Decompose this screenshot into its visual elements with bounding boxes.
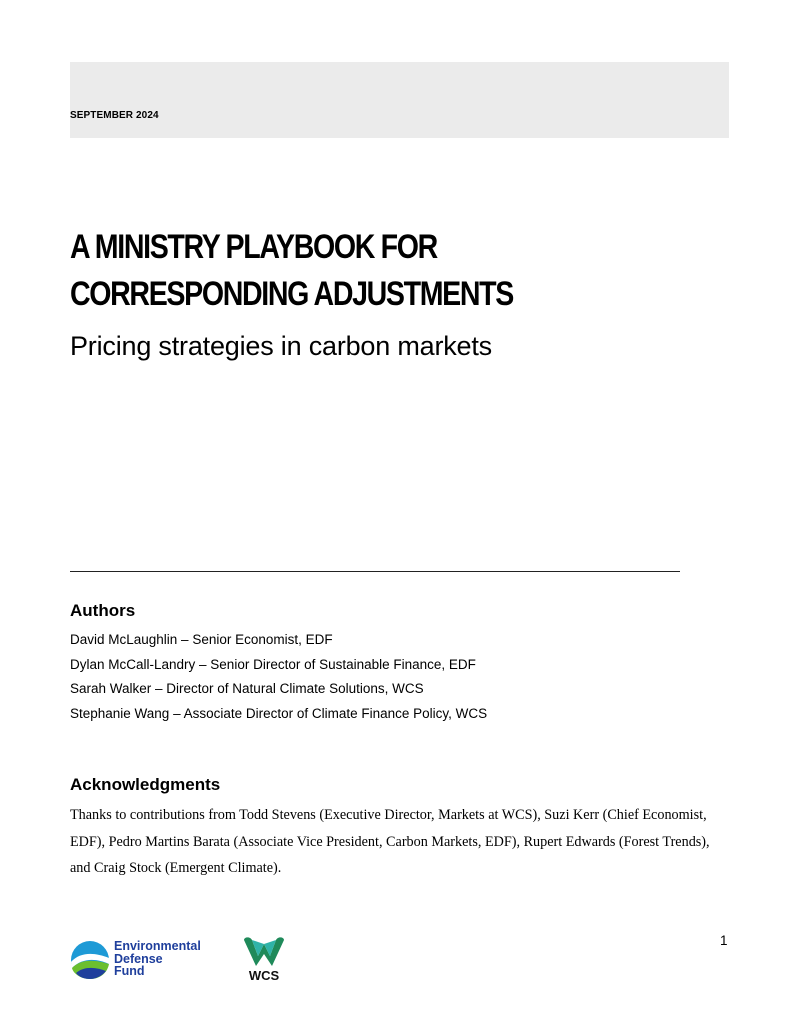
header-band xyxy=(70,62,729,138)
document-title xyxy=(70,224,624,318)
title-line-1: A MINISTRY PLAYBOOK FOR xyxy=(70,228,437,266)
edf-logo-line-3: Fund xyxy=(114,964,145,978)
edf-logo xyxy=(70,938,210,982)
acknowledgments-heading: Acknowledgments xyxy=(70,775,221,794)
document-subtitle: Pricing strategies in carbon markets xyxy=(70,331,492,361)
edf-logo-line-1: Environmental xyxy=(114,939,201,953)
author-item: David McLaughlin – Senior Economist, EDF xyxy=(70,632,333,647)
acknowledgments-body: Thanks to contributions from Todd Stevens (Executive Director, Markets at WCS), Suzi Kerr (Chief Economist, EDF), Pedro Martins Barata (Associate Vice President, Carbon Markets, EDF), Rupert Edwards (Forest Trends), and Craig Stock (Emergent Climate). xyxy=(70,807,710,876)
edf-logo-line-2: Defense xyxy=(114,951,163,966)
author-item: Stephanie Wang – Associate Director of Climate Finance Policy, WCS xyxy=(70,705,488,721)
edf-logo-icon xyxy=(70,940,110,980)
author-item: Sarah Walker – Director of Natural Climate Solutions, WCS xyxy=(70,681,424,696)
wcs-logo-text: WCS xyxy=(248,968,280,983)
authors-heading: Authors xyxy=(70,601,136,620)
author-list xyxy=(70,628,487,726)
author-item: Dylan McCall-Landry – Senior Director of Sustainable Finance, EDF xyxy=(70,656,476,672)
page-number: 1 xyxy=(720,933,728,948)
title-line-2: CORRESPONDING ADJUSTMENTS xyxy=(70,275,513,313)
wcs-logo-icon xyxy=(242,936,286,968)
section-divider xyxy=(70,571,680,572)
publication-date: SEPTEMBER 2024 xyxy=(70,110,159,121)
wcs-logo xyxy=(240,936,288,986)
